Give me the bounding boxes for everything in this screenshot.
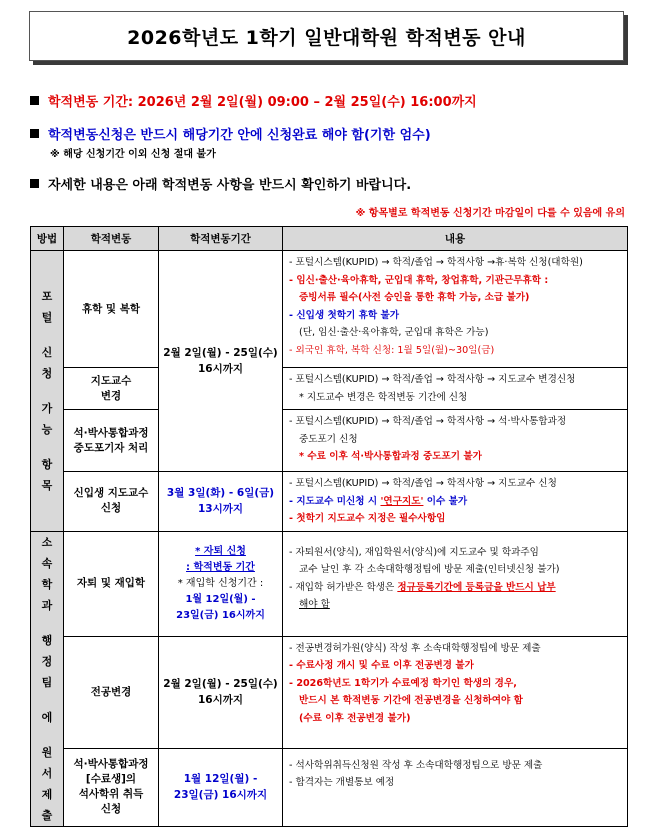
page-title: 2026학년도 1학기 일반대학원 학적변동 안내 xyxy=(29,11,624,61)
square-bullet-icon xyxy=(30,129,39,138)
content-line: 증빙서류 필수(사전 승인을 통한 휴학 가능, 소급 불가) xyxy=(299,292,530,303)
period-withdraw-line1: * 자퇴 신청 xyxy=(195,545,246,557)
vertical-char: 신 xyxy=(41,345,53,359)
content-line: 반드시 본 학적변동 기간에 전공변경을 신청하여야 함 xyxy=(299,695,523,707)
vertical-char: 소 xyxy=(41,535,53,549)
period-completion-line1: 1월 12일(월) - xyxy=(183,773,258,786)
period-withdraw-line2: : 학적변동 기간 xyxy=(186,561,255,573)
content-line: - 첫학기 지도교수 지정은 필수사항임 xyxy=(289,513,446,524)
content-fragment: - 지도교수 미신청 시 xyxy=(289,495,381,507)
period-withdraw-line3: * 재입학 신청기간 : xyxy=(177,577,264,589)
content-new-advisor xyxy=(283,472,628,532)
vertical-char: 능 xyxy=(41,422,53,436)
vertical-char: 털 xyxy=(41,310,53,324)
category-new-advisor-line2: 신청 xyxy=(100,502,122,515)
table-header-row xyxy=(31,227,628,251)
content-fragment: 이수 불가 xyxy=(423,495,468,507)
period-major xyxy=(159,636,283,748)
category-advisor-line2: 변경 xyxy=(100,389,122,402)
period-completion-line2: 23일(금) 16시까지 xyxy=(173,789,268,802)
content-line: - 자퇴원서(양식), 재입학원서(양식)에 지도교수 및 학과주임 xyxy=(289,546,539,558)
vertical-char: 정 xyxy=(41,654,53,668)
period-shared-line2: 16시까지 xyxy=(197,363,244,375)
notice-must-apply-note: ※ 해당 신청기간 이외 신청 절대 불가 xyxy=(50,149,216,160)
vertical-gap xyxy=(31,440,63,454)
content-advisor xyxy=(283,368,628,410)
method-office xyxy=(31,531,64,826)
content-line: - 임신·출산·육아휴학, 군입대 휴학, 창업휴학, 기관근무휴학 : xyxy=(289,274,549,286)
category-completion-line2: [수료생]의 xyxy=(85,773,137,786)
content-major xyxy=(283,636,628,748)
method-office-label xyxy=(31,532,63,826)
period-withdraw xyxy=(159,531,283,636)
category-integrated-quit-line2: 중도포기자 처리 xyxy=(73,441,149,454)
content-line: - 포털시스템(KUPID) → 학적/졸업 → 학적사항 →휴·복학 신청(대학원) xyxy=(289,257,583,268)
category-major: 전공변경 xyxy=(64,636,159,748)
table-row xyxy=(31,748,628,826)
notice-must-apply-text: 학적변동신청은 반드시 해당기간 안에 신청완료 해야 함(기한 엄수) xyxy=(48,128,431,143)
notice-must-apply xyxy=(30,124,431,143)
period-new-advisor xyxy=(159,472,283,532)
category-completion-line1: 석·박사통합과정 xyxy=(73,758,149,771)
vertical-gap xyxy=(31,728,63,742)
content-line: - 포털시스템(KUPID) → 학적/졸업 → 학적사항 → 지도교수 변경신청 xyxy=(289,374,576,385)
category-withdraw: 자퇴 및 재입학 xyxy=(64,531,159,636)
content-line: (단, 임신·출산·육아휴학, 군입대 휴학은 가능) xyxy=(299,327,489,338)
category-new-advisor xyxy=(64,472,159,532)
vertical-char: 행 xyxy=(41,633,53,647)
period-shared-line1: 2월 2일(월) - 25일(수) xyxy=(163,347,278,359)
method-portal-label xyxy=(31,286,63,496)
category-completion xyxy=(64,748,159,826)
table-row xyxy=(31,410,628,472)
notice-check-details xyxy=(30,174,411,193)
header-content: 내용 xyxy=(283,227,628,251)
vertical-char: 청 xyxy=(41,366,53,380)
period-shared xyxy=(159,251,283,472)
content-leave xyxy=(283,251,628,368)
vertical-gap xyxy=(31,616,63,630)
content-line xyxy=(289,579,623,597)
vertical-char: 속 xyxy=(41,556,53,570)
content-line: - 2026학년도 1학기가 수료예정 학기인 학생의 경우, xyxy=(289,677,517,689)
period-completion xyxy=(159,748,283,826)
content-line: * 수료 이후 석·박사통합과정 중도포기 불가 xyxy=(299,451,482,462)
vertical-char: 에 xyxy=(41,710,53,724)
vertical-char: 학 xyxy=(41,577,53,591)
period-major-line2: 16시까지 xyxy=(197,694,244,707)
content-integrated-quit xyxy=(283,410,628,472)
vertical-char: 가 xyxy=(41,401,53,415)
header-period: 학적변동기간 xyxy=(159,227,283,251)
content-line: (수료 이후 전공변경 불가) xyxy=(299,712,411,724)
content-line: - 포털시스템(KUPID) → 학적/졸업 → 학적사항 → 석·박사통합과정 xyxy=(289,416,567,427)
square-bullet-icon xyxy=(30,96,39,105)
vertical-char: 출 xyxy=(41,808,53,822)
method-portal xyxy=(31,251,64,532)
content-line: * 지도교수 변경은 학적변동 기간에 신청 xyxy=(299,391,468,403)
period-withdraw-line4: 1월 12일(월) - xyxy=(185,593,256,605)
content-completion xyxy=(283,748,628,826)
change-table xyxy=(30,226,628,827)
table-row xyxy=(31,636,628,748)
category-new-advisor-line1: 신입생 지도교수 xyxy=(73,487,149,500)
vertical-gap xyxy=(31,328,63,342)
vertical-char: 포 xyxy=(41,289,53,303)
content-line: 중도포기 신청 xyxy=(299,433,358,445)
table-row xyxy=(31,531,628,636)
header-change: 학적변동 xyxy=(64,227,159,251)
vertical-char: 원 xyxy=(41,745,53,759)
content-fragment: '연구지도' xyxy=(380,495,424,507)
content-line: - 석사학위취득신청원 작성 후 소속대학행정팀으로 방문 제출 xyxy=(289,759,543,771)
category-completion-line3: 석사학위 취득 xyxy=(78,788,144,801)
vertical-gap xyxy=(31,384,63,398)
category-completion-line4: 신청 xyxy=(100,803,122,816)
content-line xyxy=(289,493,623,511)
header-method: 방법 xyxy=(31,227,64,251)
vertical-char: 제 xyxy=(41,787,53,801)
period-withdraw-line5: 23일(금) 16시까지 xyxy=(176,609,265,621)
vertical-char: 과 xyxy=(41,598,53,612)
category-integrated-quit xyxy=(64,410,159,472)
period-new-advisor-line2: 13시까지 xyxy=(197,503,244,516)
table-row xyxy=(31,472,628,532)
content-fragment: 정규등록기간에 등록금을 반드시 납부 xyxy=(397,581,556,593)
content-line: - 수료사정 개시 및 수료 이후 전공변경 불가 xyxy=(289,660,474,672)
category-leave: 휴학 및 복학 xyxy=(64,251,159,368)
notice-period-text: 학적변동 기간: 2026년 2월 2일(월) 09:00 – 2월 25일(수) 16:00까지 xyxy=(48,95,477,110)
period-major-line1: 2월 2일(월) - 25일(수) xyxy=(163,678,278,691)
content-line: - 합격자는 개별통보 예정 xyxy=(289,777,395,789)
period-new-advisor-line1: 3월 3일(화) - 6일(금) xyxy=(166,487,275,500)
notice-period xyxy=(30,91,477,110)
vertical-char: 팀 xyxy=(41,675,53,689)
content-line: - 신입생 첫학기 휴학 불가 xyxy=(289,309,400,321)
category-integrated-quit-line1: 석·박사통합과정 xyxy=(73,426,149,439)
notice-check-details-text: 자세한 내용은 아래 학적변동 사항을 반드시 확인하기 바랍니다. xyxy=(48,178,412,193)
vertical-char: 항 xyxy=(41,457,53,471)
category-advisor-line1: 지도교수 xyxy=(90,374,132,387)
content-line: - 포털시스템(KUPID) → 학적/졸업 → 학적사항 → 지도교수 신청 xyxy=(289,478,557,489)
deadline-note: ※ 항목별로 학적변동 신청기간 마감일이 다를 수 있음에 유의 xyxy=(355,208,625,219)
vertical-char: 서 xyxy=(41,766,53,780)
content-line: 해야 함 xyxy=(299,599,330,610)
category-advisor xyxy=(64,368,159,410)
square-bullet-icon xyxy=(30,179,39,188)
content-withdraw xyxy=(283,531,628,636)
content-line: 교수 날인 후 각 소속대학행정팀에 방문 제출(인터넷신청 불가) xyxy=(299,564,560,575)
table-row xyxy=(31,251,628,368)
table-row xyxy=(31,368,628,410)
content-fragment: - 재입학 허가받은 학생은 xyxy=(289,581,398,593)
vertical-gap xyxy=(31,693,63,707)
vertical-char: 목 xyxy=(41,478,53,492)
content-line: - 외국인 휴학, 복학 신청: 1월 5일(월)~30일(금) xyxy=(289,344,495,356)
content-line: - 전공변경허가원(양식) 작성 후 소속대학행정팀에 방문 제출 xyxy=(289,642,541,654)
